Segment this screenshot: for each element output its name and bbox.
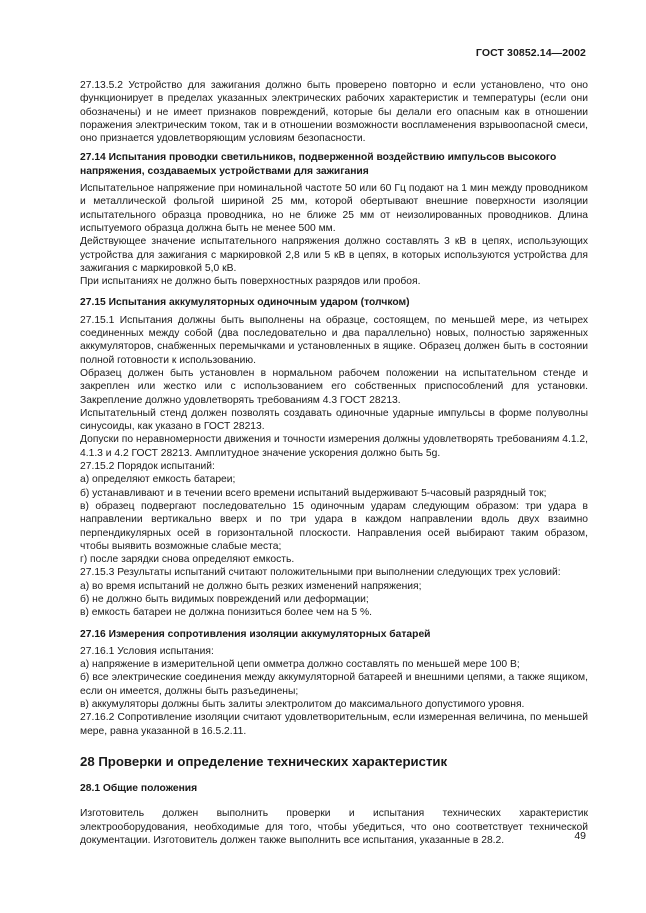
list-item: б) все электрические соединения между аккумуляторной батареей и внешними цепями, а также ящиком, если он имеется, должны быть разъединены; [80, 672, 588, 697]
list-item: б) не должно быть видимых повреждений или деформации; [80, 593, 369, 605]
list-item: в) образец подвергают последовательно 15 одиночным ударам следующим образом: три удара в направлении вертикально вверх и по три удара в каждом направлении вдоль двух взаимно перпендикулярных осей в горизонтальной плоскости. Направления осей выбирают таким образом, чтобы выявить возможные слабые места; [80, 500, 588, 552]
paragraph: Испытательный стенд должен позволять создавать одиночные ударные импульсы в форме полуволны синусоиды, как указано в ГОСТ 28213. [80, 407, 588, 433]
list-item: а) напряжение в измерительной цепи омметра должно составлять по меньшей мере 100 В; [80, 659, 520, 671]
paragraph: Образец должен быть установлен в нормальном рабочем положении на испытательном стенде и закреплен или жестко или с использованием его собственных приспособлений для установки. Закрепление должно удовлетворять требованиям 4.3 ГОСТ 28213. [80, 367, 588, 406]
paragraph-27-16-2: 27.16.2 Сопротивление изоляции считают удовлетворительным, если измеренная величина, по меньшей мере, равна указанной в 16.5.2.11. [80, 712, 588, 737]
paragraph-27-16-1: 27.16.1 Условия испытания: [80, 645, 214, 657]
heading-27-14: 27.14 Испытания проводки светильников, подверженной воздействию импульсов высокого напряжения, создаваемых устройствами для зажигания [80, 152, 557, 177]
paragraph: Испытательное напряжение при номинальной частоте 50 или 60 Гц подают на 1 мин между проводником и металлической фольгой шириной 25 мм, которой обертывают внешние поверхности изоляции испытательного образца проводника, но не ближе 25 мм от неизолированных проводников. Длина испытуемого образца должна быть не менее 500 мм. [80, 183, 588, 234]
page-content [80, 79, 588, 847]
heading-27-15: 27.15 Испытания аккумуляторных одиночным ударом (толчком) [80, 297, 410, 309]
page-number: 49 [574, 830, 586, 842]
section-heading-28: 28 Проверки и определение технических характеристик [80, 753, 448, 769]
list-item: а) определяют емкость батареи; [80, 474, 236, 486]
paragraph: Допуски по неравномерности движения и точности измерения должны удовлетворять требованиям 4.1.2, 4.1.3 и 4.2 ГОСТ 28213. Амплитудное значение ускорения должно быть 5g. [80, 434, 588, 459]
paragraph: Действующее значение испытательного напряжения должно составлять 3 кВ в цепях, использующих устройства для зажигания с маркировкой 2,8 или 5 кВ в цепях, в которых используются устройства для зажигания с маркировкой 5,0 кВ. [80, 236, 588, 274]
paragraph-27-15-3: 27.15.3 Результаты испытаний считают положительными при выполнении следующих трех условий: [80, 567, 561, 579]
running-header: ГОСТ 30852.14—2002 [475, 47, 586, 59]
paragraph-27-15-1: 27.15.1 Испытания должны быть выполнены на образце, состоящем, по меньшей мере, из четырех соединенных между собой (два последовательно и два параллельно) новых, полностью заряженных аккумуляторов, снабженных перемычками и установленных в ящике. Образец должен быть в состоянии полной готовности к использованию. [80, 314, 588, 366]
list-item: г) после зарядки снова определяют емкость. [80, 554, 295, 566]
paragraph: Изготовитель должен выполнить проверки и испытания технических характеристик электрооборудования, необходимые для того, чтобы убедиться, что оно соответствует технической документации. Изготовитель должен также выполнить все испытания, указанные в 28.2. [80, 808, 588, 846]
paragraph-27-15-2: 27.15.2 Порядок испытаний: [80, 461, 215, 473]
list-item: в) емкость батареи не должна понизиться более чем на 5 %. [80, 607, 373, 619]
paragraph-27-13-5-2: 27.13.5.2 Устройство для зажигания должно быть проверено повторно и если установлено, что оно функционирует в пределах указанных электрических рабочих характеристик и температуры (если они обозначены) и не имеет признаков повреждений, которые бы делали его опасным как в отношении поражения электрическим током, так и в отношении возможности воспламенения взрывоопасной смеси, оно признается удовлетворяющим условиям безопасности. [80, 80, 588, 145]
heading-28-1: 28.1 Общие положения [80, 782, 198, 794]
paragraph: При испытаниях не должно быть поверхностных разрядов или пробоя. [80, 276, 421, 288]
list-item: а) во время испытаний не должно быть резких изменений напряжения; [80, 580, 422, 592]
list-item: б) устанавливают и в течении всего времени испытаний выдерживают 5-часовый разрядный ток; [80, 487, 547, 499]
list-item: в) аккумуляторы должны быть залиты электролитом до максимального допустимого уровня. [80, 699, 525, 711]
heading-27-16: 27.16 Измерения сопротивления изоляции аккумуляторных батарей [80, 628, 431, 640]
